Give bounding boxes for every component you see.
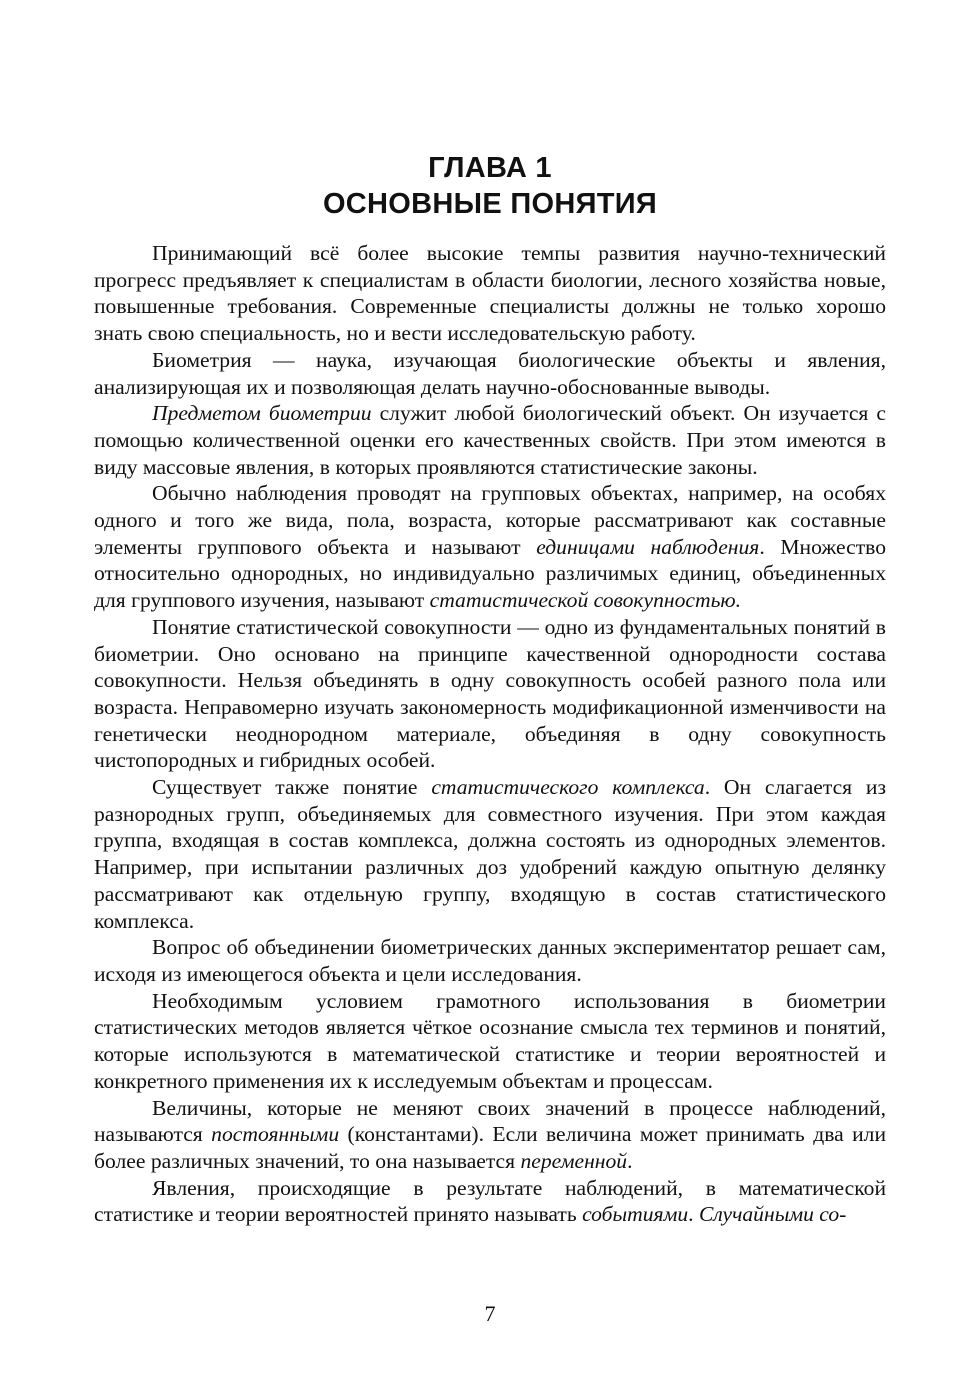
paragraph-text: (константами). Если величина может принимать два или более различных значений, то она называется (94, 1122, 886, 1173)
paragraph (94, 1095, 886, 1175)
paragraph-text: Принимающий всё более высокие темпы развития научно-технический прогресс предъявляет к специалистам в области биологии, лесного хозяйства новые, повышенные требования. Современные специалисты должны не только хорошо знать свою специальность, но и вести исследовательскую работу. (94, 241, 886, 346)
paragraph (94, 240, 886, 347)
paragraph-text: Величины, которые не меняют своих значений в процессе наблюдений, называются (94, 1095, 886, 1147)
chapter-title: ОСНОВНЫЕ ПОНЯТИЯ (322, 188, 658, 220)
italic-term: переменной (520, 1148, 628, 1173)
paragraph (94, 400, 886, 480)
chapter-label: ГЛАВА 1 (428, 152, 552, 184)
italic-term: Предметом биометрии (152, 401, 372, 426)
paragraph-text: Необходимым условием грамотного использования в биометрии статистических методов является чёткое осознание смысла тех терминов и понятий, которые используются в математической статистике и теории вероятностей и конкретного применения их к исследуемым объектам и процессам. (94, 988, 886, 1093)
paragraph-text: Биометрия — наука, изучающая биологические объекты и явления, анализирующая их и позволяющая делать научно-обоснованные выводы. (94, 347, 886, 399)
paragraph-text: Существует также понятие (152, 775, 432, 800)
paragraph-text: Явления, происходящие в результате наблюдений, в математической статистике и теории вероятностей принято называть (94, 1175, 886, 1227)
paragraph-text: . Множество относительно однородных, но индивидуально различимых единиц, объединенных для группового изучения, называют (94, 534, 886, 613)
italic-term: постоянными (211, 1122, 340, 1147)
paragraph (94, 934, 886, 987)
italic-term: статистического комплекса (431, 775, 705, 800)
paragraph-text: . (627, 1148, 633, 1173)
italic-term: статистической совокупностью. (429, 588, 742, 613)
italic-term: Случайными со- (698, 1202, 847, 1227)
page-number: 7 (484, 1301, 496, 1326)
paragraph (94, 347, 886, 400)
italic-term: единицами наблюдения (536, 534, 760, 559)
paragraph (94, 614, 886, 774)
paragraph (94, 1175, 886, 1228)
paragraph-text: служит любой биологический объект. Он изучается с помощью количественной оценки его качественных свойств. При этом имеются в виду массовые явления, в которых проявляются статистические законы. (94, 401, 886, 479)
paragraph-text: Понятие статистической совокупности — одно из фундаментальных понятий в биометрии. Оно основано на принципе качественной однородности состава совокупности. Нельзя объединять в одну совокупность особей разного пола или возраста. Неправомерно изучать закономерность модификационной изменчивости на генетически неоднородном материале, объединяя в одну совокупность чистопородных и гибридных особей. (94, 614, 886, 773)
paragraph (94, 988, 886, 1095)
paragraph (94, 774, 886, 934)
paragraph-text: . (688, 1202, 699, 1227)
paragraph-text: Вопрос об объединении биометрических данных экспериментатор решает сам, исходя из имеющегося объекта и цели исследования. (94, 935, 886, 986)
italic-term: событиями (582, 1202, 689, 1227)
paragraph (94, 480, 886, 614)
body-text (94, 240, 886, 1228)
paragraph-text: Обычно наблюдения проводят на групповых объектах, например, на особях одного и того же вида, пола, возраста, которые рассматривают как составные элементы группового объекта и называют (94, 481, 886, 559)
paragraph-text: . Он слагается из разнородных групп, объединяемых для совместного изучения. При этом каждая группа, входящая в состав комплекса, должна состоять из однородных элементов. Например, при испытании различных доз удобрений каждую опытную делянку рассматривают как отдельную группу, входящую в состав статистического комплекса. (94, 775, 886, 933)
